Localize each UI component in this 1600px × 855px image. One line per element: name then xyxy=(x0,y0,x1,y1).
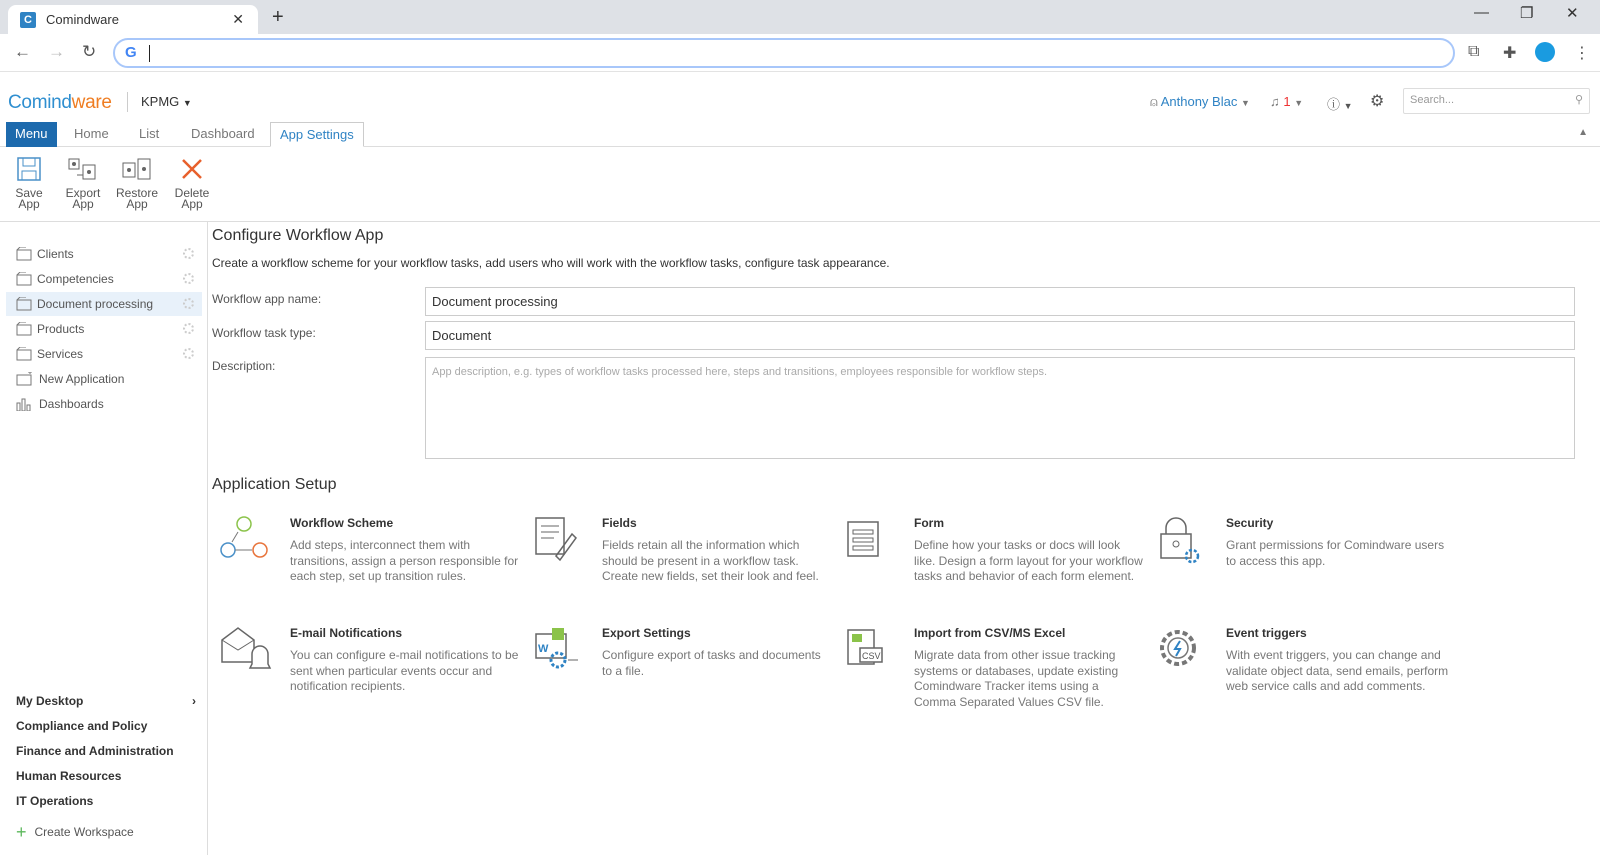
url-input[interactable] xyxy=(113,38,1455,68)
email-bell-icon xyxy=(220,626,272,678)
google-icon: G xyxy=(125,44,137,61)
card-fields[interactable]: Fields Fields retain all the information which should be present in a workflow task. Create new fields, set their look and feel. xyxy=(532,516,832,606)
workflow-scheme-icon xyxy=(220,516,272,568)
card-event-triggers[interactable]: Event triggers With event triggers, you can change and validate object data, send emails, perform web service calls and add comments. xyxy=(1156,626,1456,716)
delete-icon xyxy=(178,155,206,183)
ribbon-toolbar xyxy=(0,147,1600,222)
chevron-down-icon: ▼ xyxy=(1240,98,1250,108)
workspace-it-operations[interactable]: IT Operations xyxy=(16,794,94,808)
forward-icon[interactable]: → xyxy=(48,42,65,61)
comindware-logo[interactable]: Comindware xyxy=(8,92,112,113)
sidebar xyxy=(0,222,208,855)
bar-chart-icon xyxy=(16,397,34,411)
app-name-field[interactable]: Document processing xyxy=(425,287,1575,316)
app-header xyxy=(0,72,1600,122)
workspace-my-desktop[interactable]: My Desktop › xyxy=(16,694,196,708)
minimize-icon[interactable]: — xyxy=(1474,4,1489,21)
restore-icon[interactable]: ❐ xyxy=(1520,5,1534,22)
export-icon xyxy=(67,155,99,183)
card-import-csv[interactable]: CSV Import from CSV/MS Excel Migrate data from other issue tracking systems or databases, update existing Comindware Tracker items using a Comma Separated Values CSV file. xyxy=(844,626,1144,716)
chevron-down-icon: ▼ xyxy=(1294,98,1304,108)
sidebar-item-document-processing[interactable]: Document processing xyxy=(6,292,202,316)
save-app-button[interactable]: Save App xyxy=(4,155,54,210)
workspace-human-resources[interactable]: Human Resources xyxy=(16,769,122,783)
tab-list[interactable]: List xyxy=(139,126,160,141)
lock-gear-icon xyxy=(1156,516,1208,568)
browser-menu-icon[interactable]: ⋮ xyxy=(1574,45,1590,62)
app-icon xyxy=(16,347,32,361)
text-caret xyxy=(149,45,150,62)
setup-title: Application Setup xyxy=(212,476,337,493)
profile-avatar[interactable] xyxy=(1535,42,1555,62)
delete-app-button[interactable]: Delete App xyxy=(167,155,217,210)
gear-icon[interactable] xyxy=(183,323,194,334)
search-input[interactable]: Search... ⚲ xyxy=(1403,88,1590,114)
svg-text:W: W xyxy=(538,643,549,655)
chevron-down-icon: ▼ xyxy=(182,98,192,108)
favicon-icon: C xyxy=(20,12,36,28)
sidebar-item-clients[interactable]: Clients xyxy=(6,242,202,266)
restore-app-button[interactable]: Restore App xyxy=(112,155,162,210)
translate-icon[interactable]: ⧉ xyxy=(1468,43,1480,60)
form-icon xyxy=(844,516,896,568)
task-type-field[interactable]: Document xyxy=(425,321,1575,350)
address-bar xyxy=(0,34,1600,72)
card-export-settings[interactable]: W Export Settings Configure export of tasks and documents to a file. xyxy=(532,626,832,696)
notifications-button[interactable]: ♫ 1 ▼ xyxy=(1270,94,1304,109)
help-button[interactable] xyxy=(1327,94,1353,113)
search-icon[interactable]: ⚲ xyxy=(1574,94,1583,106)
ribbon-tabs xyxy=(0,122,1600,147)
tab-app-settings[interactable]: App Settings xyxy=(270,122,364,147)
workspace-compliance-policy[interactable]: Compliance and Policy xyxy=(16,719,148,733)
import-csv-icon xyxy=(844,626,896,678)
description-label: Description: xyxy=(212,359,276,373)
tab-title: Comindware xyxy=(46,12,119,27)
gear-icon[interactable] xyxy=(183,248,194,259)
card-workflow-scheme[interactable]: Workflow Scheme Add steps, interconnect them with transitions, assign a person responsible for each step, set up transition rules. xyxy=(220,516,520,596)
description-field[interactable]: App description, e.g. types of workflow tasks processed here, steps and transitions, employees responsible for workflow steps. xyxy=(425,357,1575,459)
gear-icon[interactable] xyxy=(183,273,194,284)
card-security[interactable]: Security Grant permissions for Comindware users to access this app. xyxy=(1156,516,1456,586)
gear-icon[interactable] xyxy=(183,348,194,359)
card-form[interactable]: Form Define how your tasks or docs will look like. Design a form layout for your workflow tasks and behavior of each form element. xyxy=(844,516,1144,606)
tab-home[interactable]: Home xyxy=(74,126,109,141)
sidebar-item-dashboards[interactable]: Dashboards xyxy=(6,392,202,416)
card-email-notifications[interactable]: E-mail Notifications You can configure e-mail notifications to be sent when particular events occur and notification recipients. xyxy=(220,626,520,706)
chevron-right-icon: › xyxy=(192,694,196,708)
bell-icon: ♫ xyxy=(1270,94,1280,109)
divider xyxy=(127,92,128,112)
export-app-button[interactable]: Export App xyxy=(58,155,108,210)
tab-close-icon[interactable]: ✕ xyxy=(232,11,244,27)
reload-icon[interactable]: ↻ xyxy=(82,42,97,61)
settings-gear-icon[interactable]: ⚙ xyxy=(1370,93,1385,110)
app-icon xyxy=(16,297,32,311)
restore-icon xyxy=(121,155,153,183)
user-menu[interactable]: ⍝ Anthony Blac ▼ xyxy=(1150,94,1250,109)
svg-text:CSV: CSV xyxy=(862,651,881,661)
page-title: Configure Workflow App xyxy=(212,227,384,244)
sidebar-item-competencies[interactable]: Competencies xyxy=(6,267,202,291)
plus-icon: + xyxy=(16,822,27,842)
gear-icon[interactable] xyxy=(183,298,194,309)
extensions-icon[interactable]: ✚ xyxy=(1503,45,1517,62)
event-trigger-gear-icon xyxy=(1156,626,1208,678)
browser-tab[interactable] xyxy=(8,5,258,34)
new-tab-icon[interactable]: + xyxy=(272,6,284,28)
tab-menu[interactable]: Menu xyxy=(6,122,57,147)
back-icon[interactable]: ← xyxy=(14,42,31,61)
app-icon xyxy=(16,322,32,336)
window-close-icon[interactable]: ✕ xyxy=(1566,5,1579,22)
sidebar-item-services[interactable]: Services xyxy=(6,342,202,366)
app-icon xyxy=(16,272,32,286)
tab-dashboard[interactable]: Dashboard xyxy=(191,126,255,141)
help-icon: ⓘ xyxy=(1327,97,1341,112)
collapse-ribbon-icon[interactable]: ▲ xyxy=(1578,127,1588,138)
page-subtitle: Create a workflow scheme for your workflow tasks, add users who will work with the workflow tasks, configure task appearance. xyxy=(212,256,890,270)
org-selector[interactable]: KPMG ▼ xyxy=(141,94,192,109)
sidebar-item-new-application[interactable]: New Application xyxy=(6,367,202,391)
create-workspace-button[interactable]: + Create Workspace xyxy=(16,822,134,842)
workspace-finance-administration[interactable]: Finance and Administration xyxy=(16,744,174,758)
new-app-icon xyxy=(16,372,34,386)
chevron-down-icon: ▼ xyxy=(1343,101,1353,111)
main-content xyxy=(212,222,1600,855)
type-label: Workflow task type: xyxy=(212,326,316,340)
browser-tabstrip xyxy=(0,0,1600,34)
name-label: Workflow app name: xyxy=(212,292,322,306)
sidebar-item-products[interactable]: Products xyxy=(6,317,202,341)
fields-icon xyxy=(532,516,584,568)
app-icon xyxy=(16,247,32,261)
export-settings-icon xyxy=(532,626,584,678)
user-icon: ⍝ xyxy=(1150,94,1158,109)
save-icon xyxy=(15,155,43,183)
